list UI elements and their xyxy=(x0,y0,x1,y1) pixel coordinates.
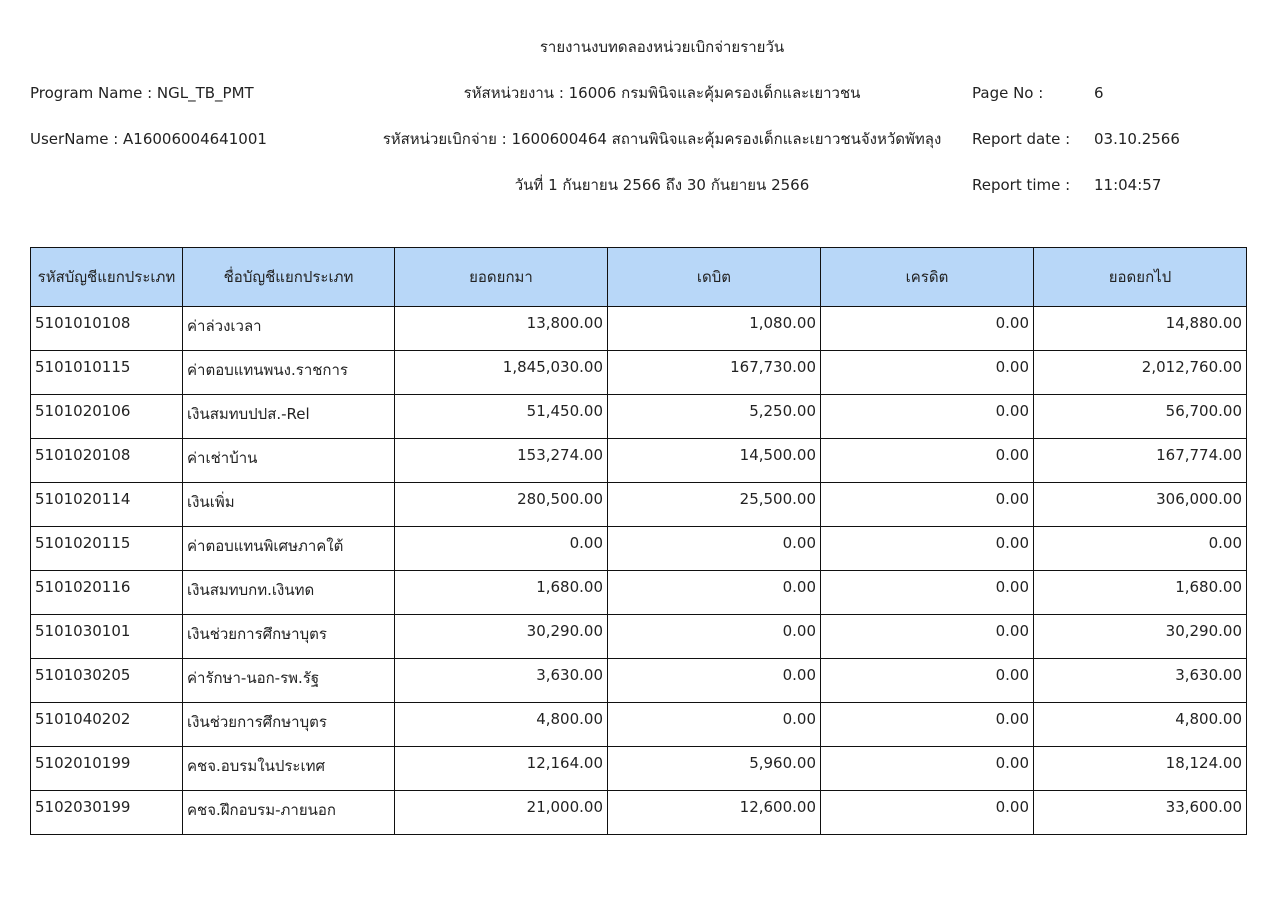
opening-balance-cell: 51,450.00 xyxy=(395,395,608,439)
debit-cell: 167,730.00 xyxy=(608,351,821,395)
debit-cell: 0.00 xyxy=(608,571,821,615)
opening-balance-cell: 30,290.00 xyxy=(395,615,608,659)
table-row xyxy=(31,395,1247,439)
col-header-debit: เดบิต xyxy=(608,248,821,307)
agency-line: รหัสหน่วยงาน : 16006 กรมพินิจและคุ้มครองเด็กและเยาวชน xyxy=(463,84,861,102)
col-header-account-code: รหัสบัญชีแยกประเภท xyxy=(31,248,183,307)
account-code-cell: 5101040202 xyxy=(31,703,183,747)
col-header-account-name: ชื่อบัญชีแยกประเภท xyxy=(183,248,395,307)
program-name: Program Name : NGL_TB_PMT xyxy=(30,84,254,102)
account-code-cell: 5101020114 xyxy=(31,483,183,527)
account-name-cell: ค่าตอบแทนพนง.ราชการ xyxy=(183,351,395,395)
credit-cell: 0.00 xyxy=(821,571,1034,615)
credit-cell: 0.00 xyxy=(821,351,1034,395)
account-name-cell: เงินสมทบปปส.-Rel xyxy=(183,395,395,439)
credit-cell: 0.00 xyxy=(821,483,1034,527)
closing-balance-cell: 0.00 xyxy=(1034,527,1247,571)
opening-balance-cell: 280,500.00 xyxy=(395,483,608,527)
table-row xyxy=(31,351,1247,395)
table-row xyxy=(31,659,1247,703)
opening-balance-cell: 4,800.00 xyxy=(395,703,608,747)
account-name-cell: ค่าล่วงเวลา xyxy=(183,307,395,351)
account-name-cell: เงินช่วยการศึกษาบุตร xyxy=(183,615,395,659)
account-code-cell: 5101020108 xyxy=(31,439,183,483)
date-range: วันที่ 1 กันยายน 2566 ถึง 30 กันยายน 2566 xyxy=(514,176,810,194)
page-no-value: 6 xyxy=(1094,84,1104,102)
account-code-cell: 5101010108 xyxy=(31,307,183,351)
col-header-closing-balance: ยอดยกไป xyxy=(1034,248,1247,307)
user-name: UserName : A16006004641001 xyxy=(30,130,267,148)
debit-cell: 1,080.00 xyxy=(608,307,821,351)
table-row xyxy=(31,615,1247,659)
disbursement-unit-line: รหัสหน่วยเบิกจ่าย : 1600600464 สถานพินิจและคุ้มครองเด็กและเยาวชนจังหวัดพัทลุง xyxy=(382,130,942,148)
credit-cell: 0.00 xyxy=(821,659,1034,703)
debit-cell: 5,250.00 xyxy=(608,395,821,439)
closing-balance-cell: 4,800.00 xyxy=(1034,703,1247,747)
closing-balance-cell: 3,630.00 xyxy=(1034,659,1247,703)
report-time-value: 11:04:57 xyxy=(1094,176,1162,194)
account-name-cell: ค่ารักษา-นอก-รพ.รัฐ xyxy=(183,659,395,703)
trial-balance-table xyxy=(30,247,1247,835)
account-name-cell: คชจ.อบรมในประเทศ xyxy=(183,747,395,791)
opening-balance-cell: 13,800.00 xyxy=(395,307,608,351)
page-no-label: Page No : xyxy=(972,84,1044,102)
closing-balance-cell: 14,880.00 xyxy=(1034,307,1247,351)
account-code-cell: 5102010199 xyxy=(31,747,183,791)
table-row xyxy=(31,439,1247,483)
account-name-cell: ค่าตอบแทนพิเศษภาคใต้ xyxy=(183,527,395,571)
closing-balance-cell: 306,000.00 xyxy=(1034,483,1247,527)
account-code-cell: 5102030199 xyxy=(31,791,183,835)
credit-cell: 0.00 xyxy=(821,307,1034,351)
table-header-row xyxy=(31,248,1247,307)
closing-balance-cell: 33,600.00 xyxy=(1034,791,1247,835)
credit-cell: 0.00 xyxy=(821,791,1034,835)
report-date-value: 03.10.2566 xyxy=(1094,130,1180,148)
debit-cell: 0.00 xyxy=(608,659,821,703)
account-name-cell: เงินเพิ่ม xyxy=(183,483,395,527)
debit-cell: 0.00 xyxy=(608,703,821,747)
debit-cell: 0.00 xyxy=(608,527,821,571)
closing-balance-cell: 167,774.00 xyxy=(1034,439,1247,483)
table-row xyxy=(31,747,1247,791)
account-code-cell: 5101020116 xyxy=(31,571,183,615)
opening-balance-cell: 0.00 xyxy=(395,527,608,571)
credit-cell: 0.00 xyxy=(821,439,1034,483)
account-code-cell: 5101020115 xyxy=(31,527,183,571)
closing-balance-cell: 2,012,760.00 xyxy=(1034,351,1247,395)
account-code-cell: 5101030205 xyxy=(31,659,183,703)
closing-balance-cell: 18,124.00 xyxy=(1034,747,1247,791)
opening-balance-cell: 3,630.00 xyxy=(395,659,608,703)
table-row xyxy=(31,307,1247,351)
table-row xyxy=(31,527,1247,571)
account-name-cell: ค่าเช่าบ้าน xyxy=(183,439,395,483)
closing-balance-cell: 30,290.00 xyxy=(1034,615,1247,659)
debit-cell: 12,600.00 xyxy=(608,791,821,835)
opening-balance-cell: 153,274.00 xyxy=(395,439,608,483)
credit-cell: 0.00 xyxy=(821,703,1034,747)
account-name-cell: คชจ.ฝึกอบรม-ภายนอก xyxy=(183,791,395,835)
table-row xyxy=(31,791,1247,835)
closing-balance-cell: 56,700.00 xyxy=(1034,395,1247,439)
report-title: รายงานงบทดลองหน่วยเบิกจ่ายรายวัน xyxy=(539,38,785,56)
account-code-cell: 5101010115 xyxy=(31,351,183,395)
opening-balance-cell: 21,000.00 xyxy=(395,791,608,835)
debit-cell: 14,500.00 xyxy=(608,439,821,483)
credit-cell: 0.00 xyxy=(821,527,1034,571)
credit-cell: 0.00 xyxy=(821,747,1034,791)
credit-cell: 0.00 xyxy=(821,395,1034,439)
account-code-cell: 5101030101 xyxy=(31,615,183,659)
col-header-opening-balance: ยอดยกมา xyxy=(395,248,608,307)
account-name-cell: เงินสมทบกท.เงินทด xyxy=(183,571,395,615)
opening-balance-cell: 12,164.00 xyxy=(395,747,608,791)
credit-cell: 0.00 xyxy=(821,615,1034,659)
account-name-cell: เงินช่วยการศึกษาบุตร xyxy=(183,703,395,747)
debit-cell: 25,500.00 xyxy=(608,483,821,527)
debit-cell: 0.00 xyxy=(608,615,821,659)
closing-balance-cell: 1,680.00 xyxy=(1034,571,1247,615)
report-date-label: Report date : xyxy=(972,130,1071,148)
account-code-cell: 5101020106 xyxy=(31,395,183,439)
debit-cell: 5,960.00 xyxy=(608,747,821,791)
table-row xyxy=(31,483,1247,527)
table-row xyxy=(31,703,1247,747)
opening-balance-cell: 1,680.00 xyxy=(395,571,608,615)
opening-balance-cell: 1,845,030.00 xyxy=(395,351,608,395)
report-time-label: Report time : xyxy=(972,176,1071,194)
col-header-credit: เครดิต xyxy=(821,248,1034,307)
table-row xyxy=(31,571,1247,615)
